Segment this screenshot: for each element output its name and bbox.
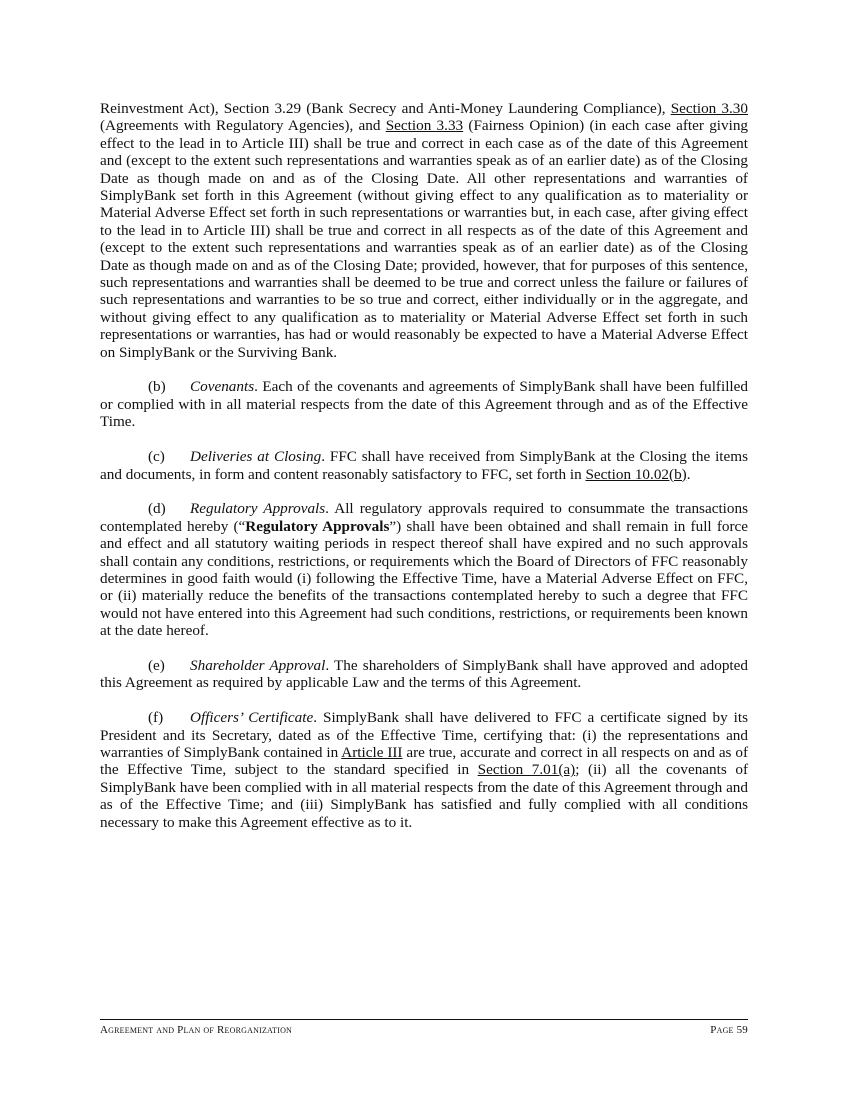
paragraph-label: (c) <box>148 448 165 466</box>
paragraph-e-shareholder-approval: (e) Shareholder Approval. The shareholders of SimplyBank shall have approved and adopted this Agreement as required by applicable Law and the terms of this Agreement. <box>100 656 748 692</box>
footer-document-title: Agreement and Plan of Reorganization <box>100 1024 293 1036</box>
paragraph-heading: Covenants <box>190 378 255 396</box>
paragraph-label: (b) <box>148 378 166 396</box>
paragraph-label: (d) <box>148 500 166 518</box>
section-10-02-b-ref: Section 10.02(b) <box>585 465 687 483</box>
section-3-33-ref: Section 3.33 <box>385 117 464 135</box>
paragraph-heading: Shareholder Approval <box>190 656 326 674</box>
paragraph-label: (e) <box>148 656 165 674</box>
paragraph-heading: Regulatory Approvals <box>190 500 326 518</box>
section-7-01-a-ref: Section 7.01(a) <box>477 761 576 779</box>
intro-paragraph: Reinvestment Act), Section 3.29 (Bank Secrecy and Anti-Money Laundering Compliance), Section 3.30 (Agreements with Regulatory Agencies), and Section 3.33 (Fairness Opinion) (in each case after giving effect to the lead in to Article III) shall be true and correct in each case as of the date of this Agreement and (except to the extent such representations and warranties speak as of an earlier date) as of the Closing Date as though made on and as of the Closing Date. All other representations and warranties of SimplyBank set forth in this Agreement (without giving effect to any qualification as to materiality or Material Adverse Effect set forth in such representations or warranties but, in each case, after giving effect to the lead in to Article III) shall be true and correct in all respects as of the date of this Agreement and (except to the extent such representations and warranties speak as of an earlier date) as of the Closing Date as though made on and as of the Closing Date; provided, however, that for purposes of this sentence, such representations and warranties shall be deemed to be true and correct unless the failure or failures of such representations and warranties to be so true and correct, either individually or in the aggregate, and without giving effect to any qualification as to materiality or Material Adverse Effect set forth in such representations or warranties, has had or would reasonably be expected to have a Material Adverse Effect on SimplyBank or the Surviving Bank. <box>100 100 749 361</box>
paragraph-d-regulatory-approvals: (d) Regulatory Approvals. All regulatory approvals required to consummate the transactions contemplated hereby (“Regulatory Approvals”) shall have been obtained and shall remain in full force and effect and all statutory waiting periods in respect thereof shall have expired and no such approvals shall contain any conditions, restrictions, or requirements which the Board of Directors of FFC reasonably determines in good faith would (i) following the Effective Time, have a Material Adverse Effect on FFC, or (ii) materially reduce the benefits of the transactions contemplated hereby to such a degree that FFC would not have entered into this Agreement had such conditions, restrictions, or requirements been known at the date hereof. <box>100 500 749 640</box>
paragraph-heading: Officers’ Certificate <box>190 709 314 727</box>
article-iii-ref: Article III <box>341 743 403 761</box>
section-3-30-ref: Section 3.30 <box>670 100 748 117</box>
document-body <box>100 100 748 831</box>
defined-term: Regulatory Approvals <box>245 517 390 535</box>
paragraph-label: (f) <box>148 709 164 727</box>
paragraph-f-officers-certificate: (f) Officers’ Certificate. SimplyBank shall have delivered to FFC a certificate signed by its President and its Secretary, dated as of the Effective Time, certifying that: (i) the representations and warranties of SimplyBank contained in Article III are true, accurate and correct in all respects on and as of the Effective Time, subject to the standard specified in Section 7.01(a); (ii) all the covenants of SimplyBank have been complied with in all material respects from the date of this Agreement through and as of the Effective Time; and (iii) SimplyBank has satisfied and fully complied with all conditions necessary to make this Agreement effective as to it. <box>100 709 749 831</box>
footer-page-number: Page 59 <box>710 1024 748 1036</box>
paragraph-b-covenants: (b) Covenants. Each of the covenants and agreements of SimplyBank shall have been fulfilled or complied with in all material respects from the date of this Agreement through and as of the Effective Time. <box>100 378 748 431</box>
footer-divider <box>100 1019 748 1020</box>
paragraph-heading: Deliveries at Closing <box>190 448 322 466</box>
paragraph-c-deliveries: (c) Deliveries at Closing. FFC shall have received from SimplyBank at the Closing the items and documents, in form and content reasonably satisfactory to FFC, set forth in Section 10.02(b). <box>100 448 748 483</box>
